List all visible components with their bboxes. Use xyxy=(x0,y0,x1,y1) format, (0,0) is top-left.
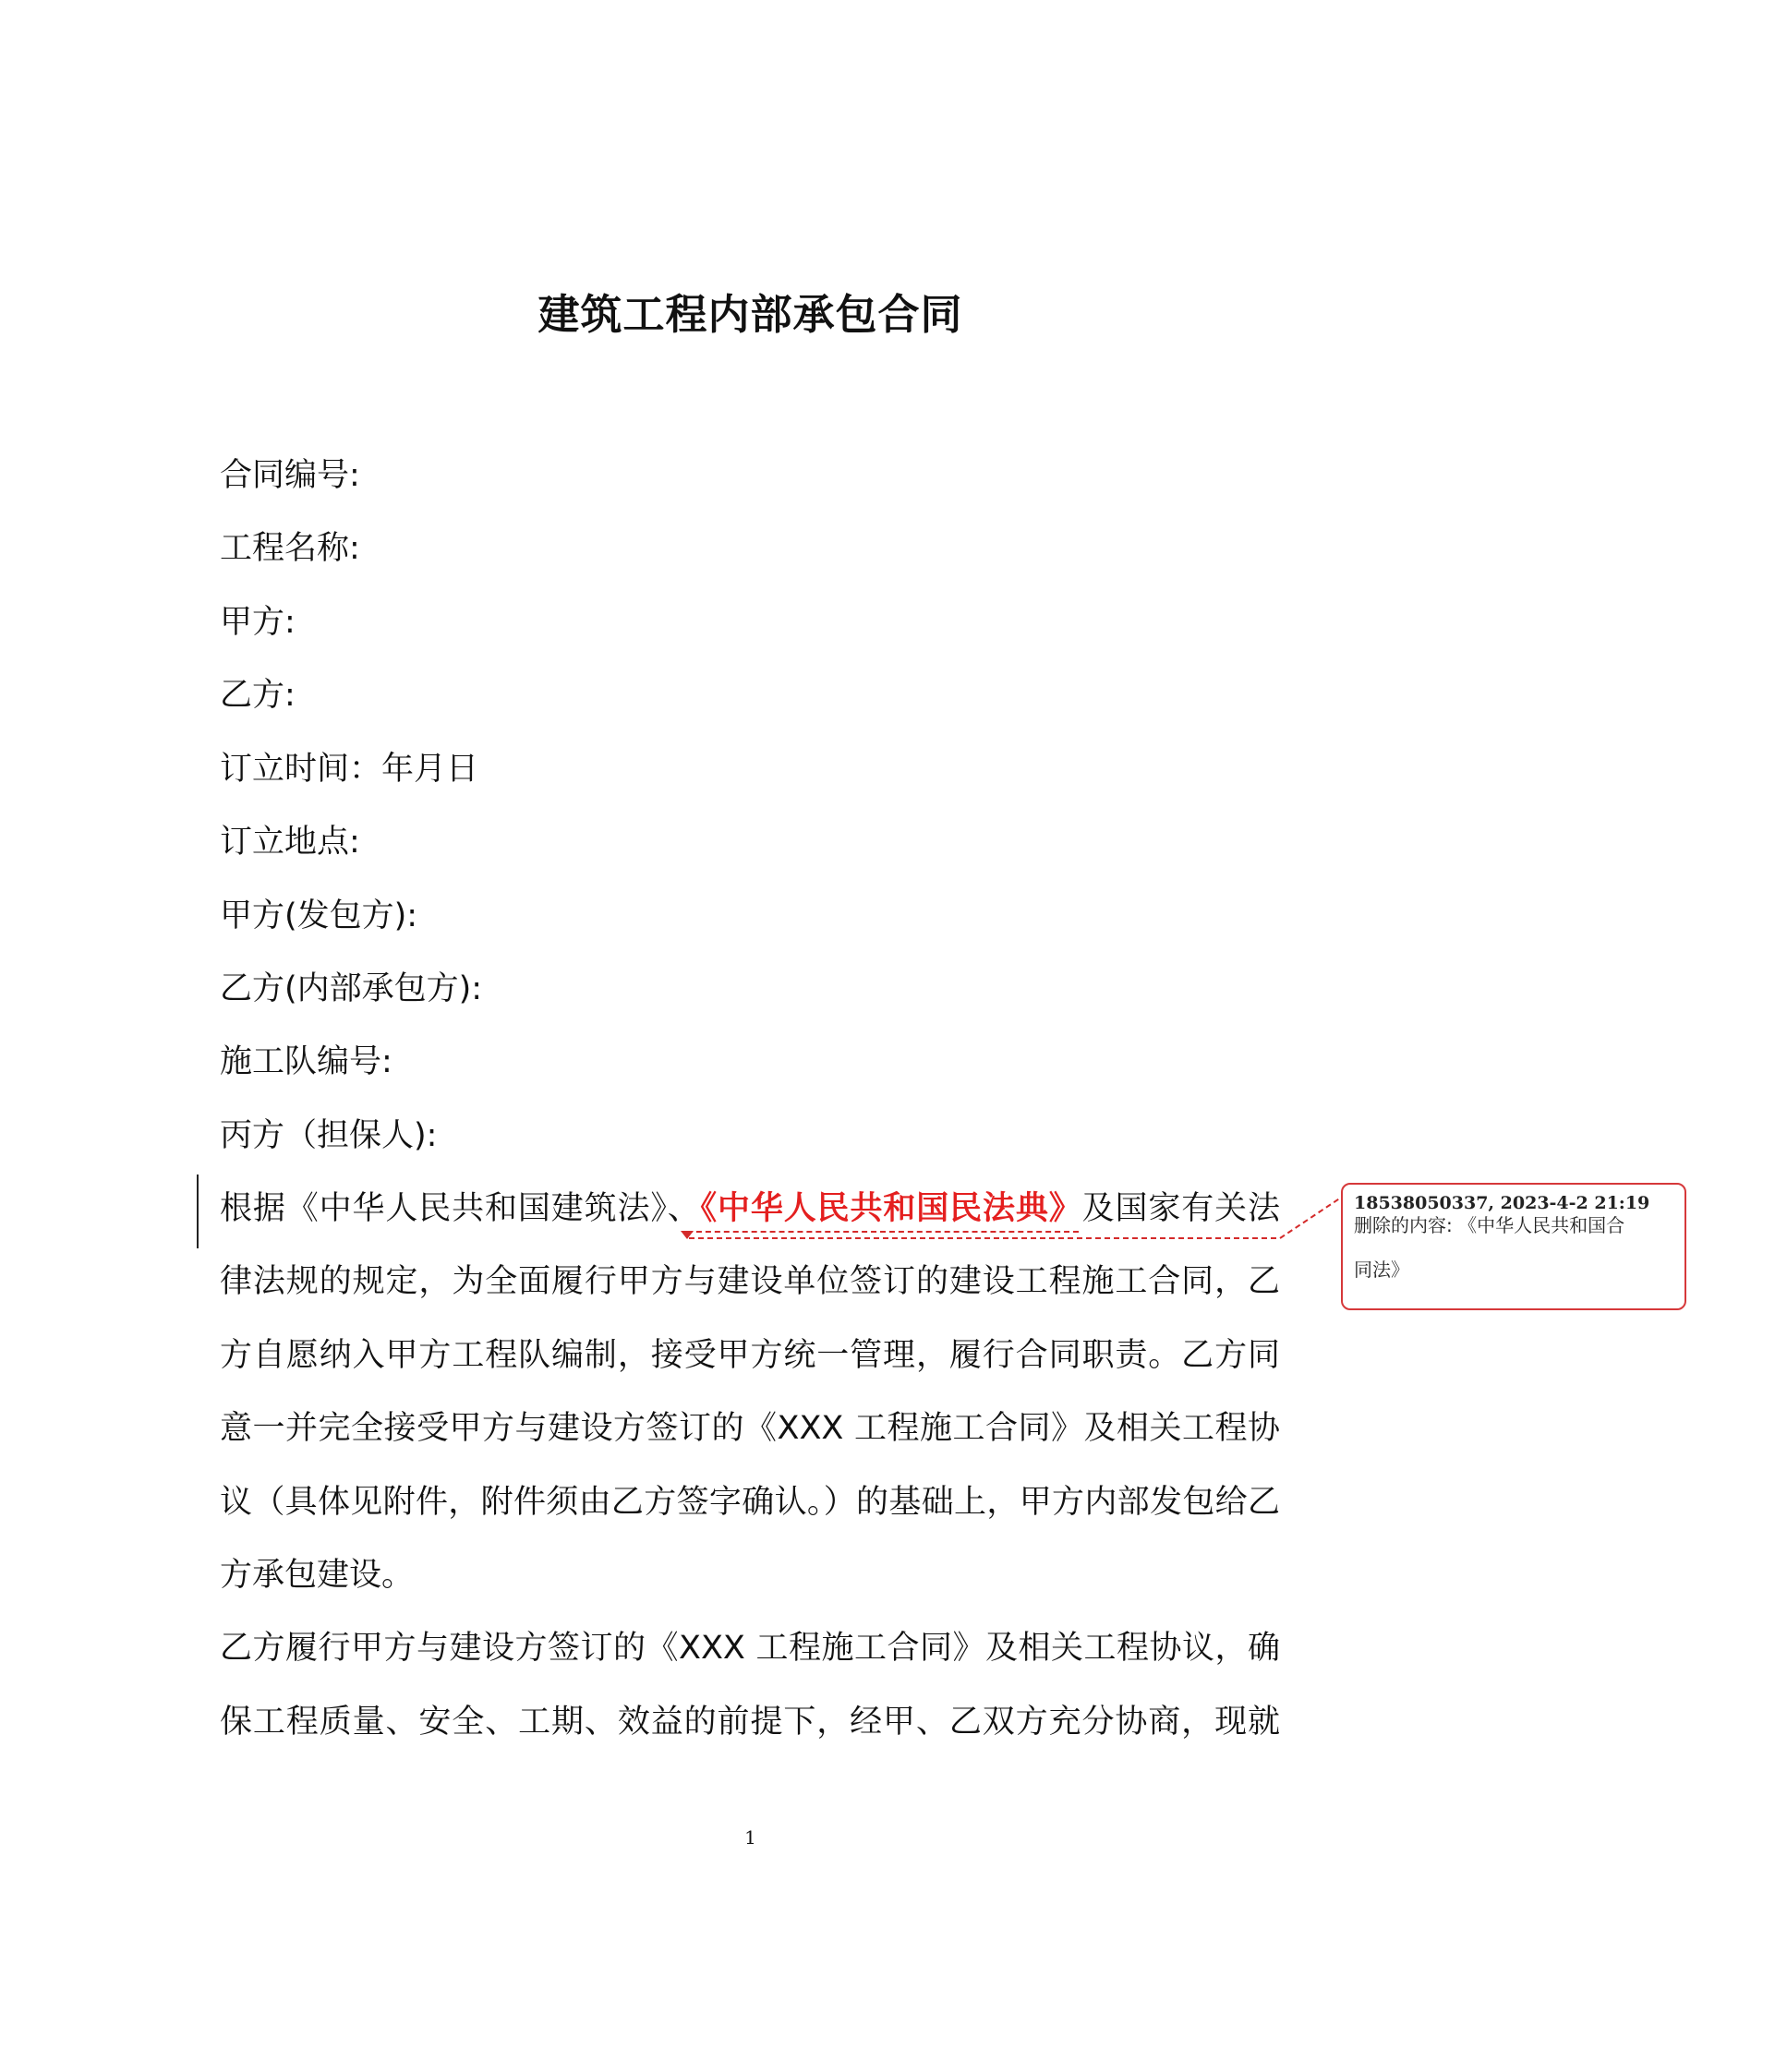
document-title: 建筑工程内部承包合同 xyxy=(537,290,963,339)
field-sign-place: 订立地点: xyxy=(220,824,360,861)
paragraph1-line1 xyxy=(220,1187,1280,1231)
paragraph1-line: 方自愿纳入甲方工程队编制，接受甲方统一管理，履行合同职责。乙方同 xyxy=(220,1337,1280,1374)
field-project-name: 工程名称: xyxy=(220,530,360,567)
field-party-a: 甲方: xyxy=(220,604,296,641)
paragraph1-text-before: 根据《中华人民共和国建筑法》、 xyxy=(220,1190,701,1227)
comment-deleted-text-cont: 同法》 xyxy=(1354,1259,1409,1281)
paragraph2-line: 乙方履行甲方与建设方签订的《XXX 工程施工合同》及相关工程协议，确 xyxy=(220,1630,1280,1667)
comment-deleted-text: 删除的内容: 《中华人民共和国合 xyxy=(1354,1214,1625,1236)
paragraph1-line: 意一并完全接受甲方与建设方签订的《XXX 工程施工合同》及相关工程协 xyxy=(220,1410,1280,1447)
paragraph1-line: 律法规的规定，为全面履行甲方与建设单位签订的建设工程施工合同，乙 xyxy=(220,1263,1280,1300)
field-party-a-contractor: 甲方(发包方): xyxy=(220,897,418,934)
field-sign-date: 订立时间：年月日 xyxy=(220,751,479,788)
field-party-b-subcontractor: 乙方(内部承包方): xyxy=(220,970,483,1007)
paragraph1-last-line: 方承包建设。 xyxy=(220,1557,415,1594)
field-party-b: 乙方: xyxy=(220,677,296,714)
change-bar xyxy=(197,1175,199,1248)
field-contract-number: 合同编号: xyxy=(220,457,360,494)
revision-comment-balloon[interactable] xyxy=(1341,1183,1686,1310)
revision-underline xyxy=(687,1231,1079,1233)
comment-author-time: 18538050337, 2023-4-2 21:19 xyxy=(1354,1193,1650,1213)
paragraph1-text-after: 及国家有关法 xyxy=(1081,1190,1280,1227)
page-number: 1 xyxy=(744,1826,756,1849)
paragraph1-line: 议（具体见附件，附件须由乙方签字确认。）的基础上，甲方内部发包给乙 xyxy=(220,1484,1280,1521)
field-party-c-guarantor: 丙方（担保人): xyxy=(220,1117,438,1154)
paragraph2-line: 保工程质量、安全、工期、效益的前提下，经甲、乙双方充分协商，现就 xyxy=(220,1704,1280,1741)
inserted-revision-text[interactable]: 《中华人民共和国民法典》 xyxy=(700,1190,1082,1227)
field-team-number: 施工队编号: xyxy=(220,1043,392,1080)
